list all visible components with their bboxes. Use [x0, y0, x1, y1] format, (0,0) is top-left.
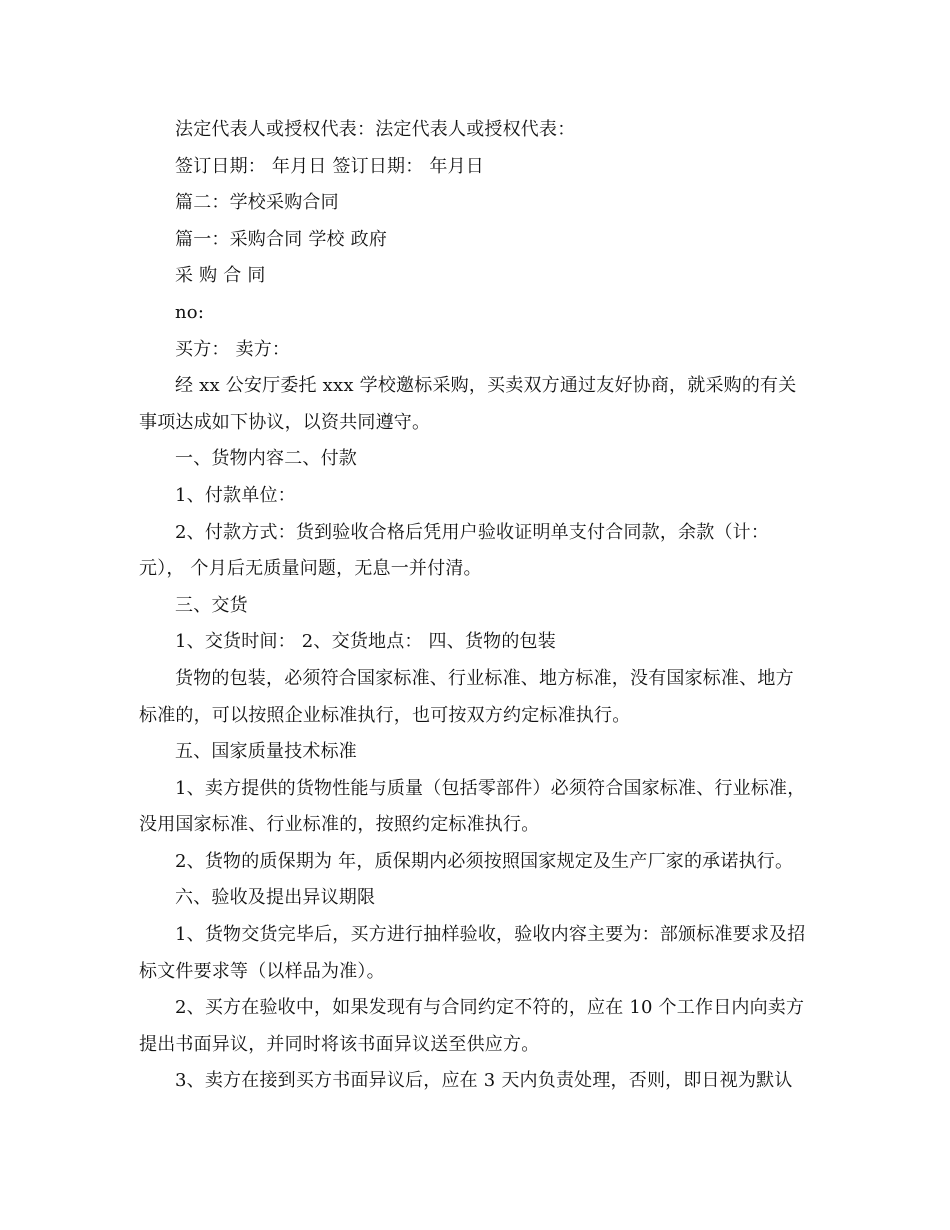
paragraph-parties: 买方： 卖方： [175, 338, 291, 360]
paragraph-section-quality: 五、国家质量技术标准 [175, 741, 357, 763]
paragraph-warranty: 2、货物的质保期为 年，质保期内必须按照国家规定及生产厂家的承诺执行。 [175, 850, 794, 872]
paragraph-payment-method: 2、付款方式：货到验收合格后凭用户验收证明单支付合同款，余款（计：元）， 个月后无质量问题，无息一并付清。 [139, 521, 770, 580]
paragraph-contract-title: 采 购 合 同 [175, 265, 266, 287]
paragraph-delivery-details: 1、交货时间： 2、交货地点： 四、货物的包装 [175, 631, 556, 653]
paragraph-packaging: 货物的包装，必须符合国家标准、行业标准、地方标准，没有国家标准、地方标准的，可以按照企业标准执行，也可按双方约定标准执行。 [139, 667, 794, 726]
paragraph-chapter-one: 篇一：采购合同 学校 政府 [175, 228, 388, 250]
paragraph-section-acceptance: 六、验收及提出异议期限 [175, 887, 376, 909]
paragraph-sign-date: 签订日期： 年月日 签订日期： 年月日 [175, 155, 484, 177]
paragraph-quality-standard: 1、卖方提供的货物性能与质量（包括零部件）必须符合国家标准、行业标准，没用国家标准、行业标准的，按照约定标准执行。 [139, 777, 806, 836]
paragraph-chapter-two: 篇二：学校采购合同 [175, 192, 339, 214]
paragraph-objection-handling: 3、卖方在接到买方书面异议后，应在 3 天内负责处理，否则，即日视为默认 [175, 1070, 793, 1092]
paragraph-acceptance-objection: 2、买方在验收中，如果发现有与合同约定不符的，应在 10 个工作日内向卖方提出书面异议，并同时将该书面异议送至供应方。 [139, 997, 805, 1055]
paragraph-acceptance-inspection: 1、货物交货完毕后，买方进行抽样验收，验收内容主要为：部颁标准要求及招标文件要求等（以样品为准）。 [139, 924, 806, 982]
paragraph-contract-number: no: [175, 301, 205, 323]
paragraph-preamble: 经 xx 公安厅委托 xxx 学校邀标采购，买卖双方通过友好协商，就采购的有关事项达成如下协议，以资共同遵守。 [139, 375, 797, 433]
paragraph-signatory: 法定代表人或授权代表：法定代表人或授权代表： [175, 119, 576, 140]
document-body [139, 112, 811, 1100]
paragraph-payment-unit: 1、付款单位： [175, 484, 296, 506]
paragraph-section-goods-payment: 一、货物内容二、付款 [175, 448, 357, 470]
paragraph-section-delivery: 三、交货 [175, 594, 248, 616]
